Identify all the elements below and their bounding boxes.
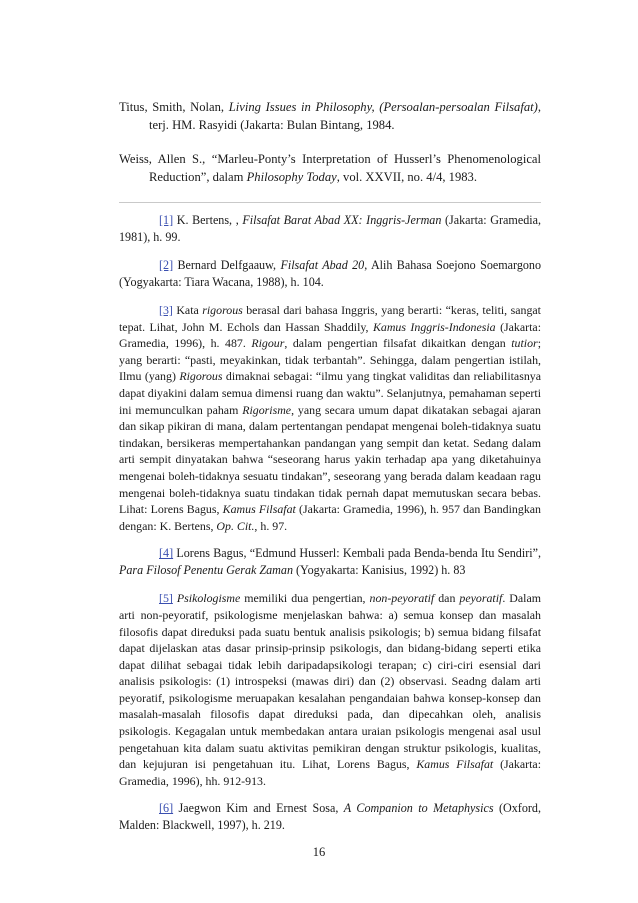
- footnote-5: [119, 590, 541, 789]
- footnote-title: Kamus Inggris-Indonesia: [372, 319, 496, 334]
- footnote-text: dan: [434, 591, 460, 606]
- footnote-term: peyoratif: [459, 591, 503, 606]
- bib-title: Living Issues in Philosophy, (Persoalan-persoalan Filsafat): [228, 100, 538, 114]
- footnote-title: A Companion to Metaphysics: [343, 801, 494, 816]
- footnote-1: [119, 212, 541, 246]
- bib-title: Philosophy Today: [246, 170, 337, 184]
- footnote-ref-link[interactable]: [2]: [159, 258, 174, 272]
- footnote-text: Kata: [172, 303, 203, 317]
- footnote-text: (Jakarta: Gramedia, 1981), h. 99.: [119, 213, 541, 244]
- footnote-text: dimaknai sebagai: “ilmu yang tingkat validitas dan reliabilitasnya dapat diyakini dalam semua dimensi ruang dan waktu”. Selanjutnya, pemahaman seperti ini memunculkan paham: [119, 369, 541, 417]
- footnote-text: berasal dari bahasa Inggris, yang berarti: “keras, teliti, sangat tepat. Lihat, John M. Echols dan Hassan Shaddily,: [119, 303, 541, 334]
- footnote-text: Lorens Bagus, “Edmund Husserl: Kembali pada Benda-benda Itu Sendiri”,: [173, 546, 541, 561]
- footnote-4: [119, 545, 541, 579]
- footnote-term: Rigour: [251, 336, 285, 351]
- bib-text: , terj. HM. Rasyidi (Jakarta: Bulan Bintang, 1984.: [149, 100, 541, 132]
- page-number: 16: [312, 845, 326, 859]
- footnote-text: K. Bertens, ,: [173, 213, 243, 227]
- footnote-text: , Alih Bahasa Soejono Soemargono (Yogyakarta: Tiara Wacana, 1988), h. 104.: [119, 258, 542, 289]
- bib-text: , vol. XXVII, no. 4/4, 1983.: [336, 170, 478, 184]
- footnote-text: , yang secara umum dapat dikatakan sebagai ajaran dan sikap pikiran di mana, dalam pertentangan pendapat mengenai boleh-tidaknya suatu tindakan, bersikeras mempertahankan pandangan yang sempit dan ketat. Sedang dalam arti sempit dinyatakan bahwa “seseorang harus yakin terhadap apa yang diketahuinya mengenai boleh-tidaknya sesuatu tindakan”, seseorang yang berada dalam keadaan ragu mengenai boleh-tidaknya suatu tindakan tidak pernah dapat memutuskan secara bebas. Lihat: Lorens Bagus,: [119, 402, 541, 517]
- footnote-term: Rigorous: [179, 369, 223, 384]
- footnote-separator: [119, 202, 541, 203]
- footnote-text: (Oxford, Malden: Blackwell, 1997), h. 219.: [119, 801, 541, 833]
- footnote-text: (Jakarta: Gramedia, 1996), h. 487.: [119, 319, 542, 351]
- footnote-text: Bernard Delfgaauw,: [173, 258, 281, 272]
- footnote-title: Filsafat Abad 20: [280, 258, 365, 272]
- footnote-term: tutior: [511, 336, 538, 351]
- document-page: [119, 98, 541, 845]
- footnote-6: [119, 800, 541, 834]
- bibliography-entry-titus: [119, 98, 541, 134]
- footnote-term: Rigorisme: [242, 402, 292, 417]
- bib-text: Titus, Smith, Nolan,: [119, 100, 229, 114]
- footnote-text: , dalam pengertian filsafat dikaitkan dengan: [284, 336, 512, 351]
- footnote-text: Jaegwon Kim and Ernest Sosa,: [173, 801, 344, 816]
- footnote-term: rigorous: [202, 303, 243, 317]
- footnote-ref-link[interactable]: [4]: [159, 546, 174, 561]
- footnote-title: Filsafat Barat Abad XX: Inggris-Jerman: [242, 213, 442, 227]
- footnote-term: non-peyoratif: [369, 591, 435, 606]
- footnote-term: Psikologisme: [176, 591, 241, 606]
- footnote-text: memiliki dua pengertian,: [240, 591, 370, 606]
- footnote-text: , h. 97.: [254, 518, 288, 533]
- bib-text: Weiss, Allen S., “Marleu-Ponty’s Interpretation of Husserl’s Phenomenological Reduction”, dalam: [119, 152, 541, 184]
- footnote-3: [119, 302, 541, 534]
- footnote-title: Kamus Filsafat: [416, 757, 494, 772]
- footnote-text: (Jakarta: Gramedia, 1996), h. 957 dan Bandingkan dengan: K. Bertens,: [119, 502, 541, 533]
- footnote-ref-link[interactable]: [3]: [159, 303, 173, 317]
- footnote-text: ; yang berarti: “pasti, meyakinkan, tidak terbantah”. Sehingga, dalam pengertian istilah, Ilmu (yang): [119, 336, 541, 384]
- footnote-ref-link[interactable]: [6]: [159, 801, 174, 816]
- footnote-text: (Yogyakarta: Kanisius, 1992) h. 83: [293, 563, 466, 578]
- footnote-title: Para Filosof Penentu Gerak Zaman: [119, 563, 293, 578]
- footnote-term: Op. Cit.: [216, 518, 255, 533]
- footnote-text: . Dalam arti non-peyoratif, psikologisme menjelaskan bahwa: a) semua konsep dan masalah filosofis dapat direduksi pada suatu bentuk analisis psikologis; b) semua bidang filsafat dapat dijelaskan atas dasar prinsip-prinsip psikologis, dan bidang-bidang seperti etika dapat dilihat sebagai tidak lebih daripadapsikologi terapan; c) ciri-ciri esensial dari analisis psikologis: (1) introspeksi (mawas diri) dan (2) observasi. Seadng dalam arti peyoratif, psikologisme meruapakan kesalahan pengandaian bahwa konsep-konsep dan masalah-masalah filosofis dapat direduksi pada, dan dipecahkan oleh, analisis psikologis. Kegagalan untuk membedakan antara uraian psikologis mengenai asal usul pengetahuan kita dalam suatu aktivitas pemikiran dengan struktur psikologis, kualitas, dan kejujuran isi pengetahuan itu. Lihat, Lorens Bagus,: [119, 591, 541, 772]
- footnote-text: (Jakarta: Gramedia, 1996), hh. 912-913.: [119, 757, 541, 788]
- bibliography-entry-weiss: [119, 150, 541, 186]
- footnote-2: [119, 257, 541, 291]
- footnote-ref-link[interactable]: [5]: [159, 591, 173, 606]
- footnote-title: Kamus Filsafat: [222, 502, 296, 517]
- footnote-ref-link[interactable]: [1]: [159, 213, 174, 227]
